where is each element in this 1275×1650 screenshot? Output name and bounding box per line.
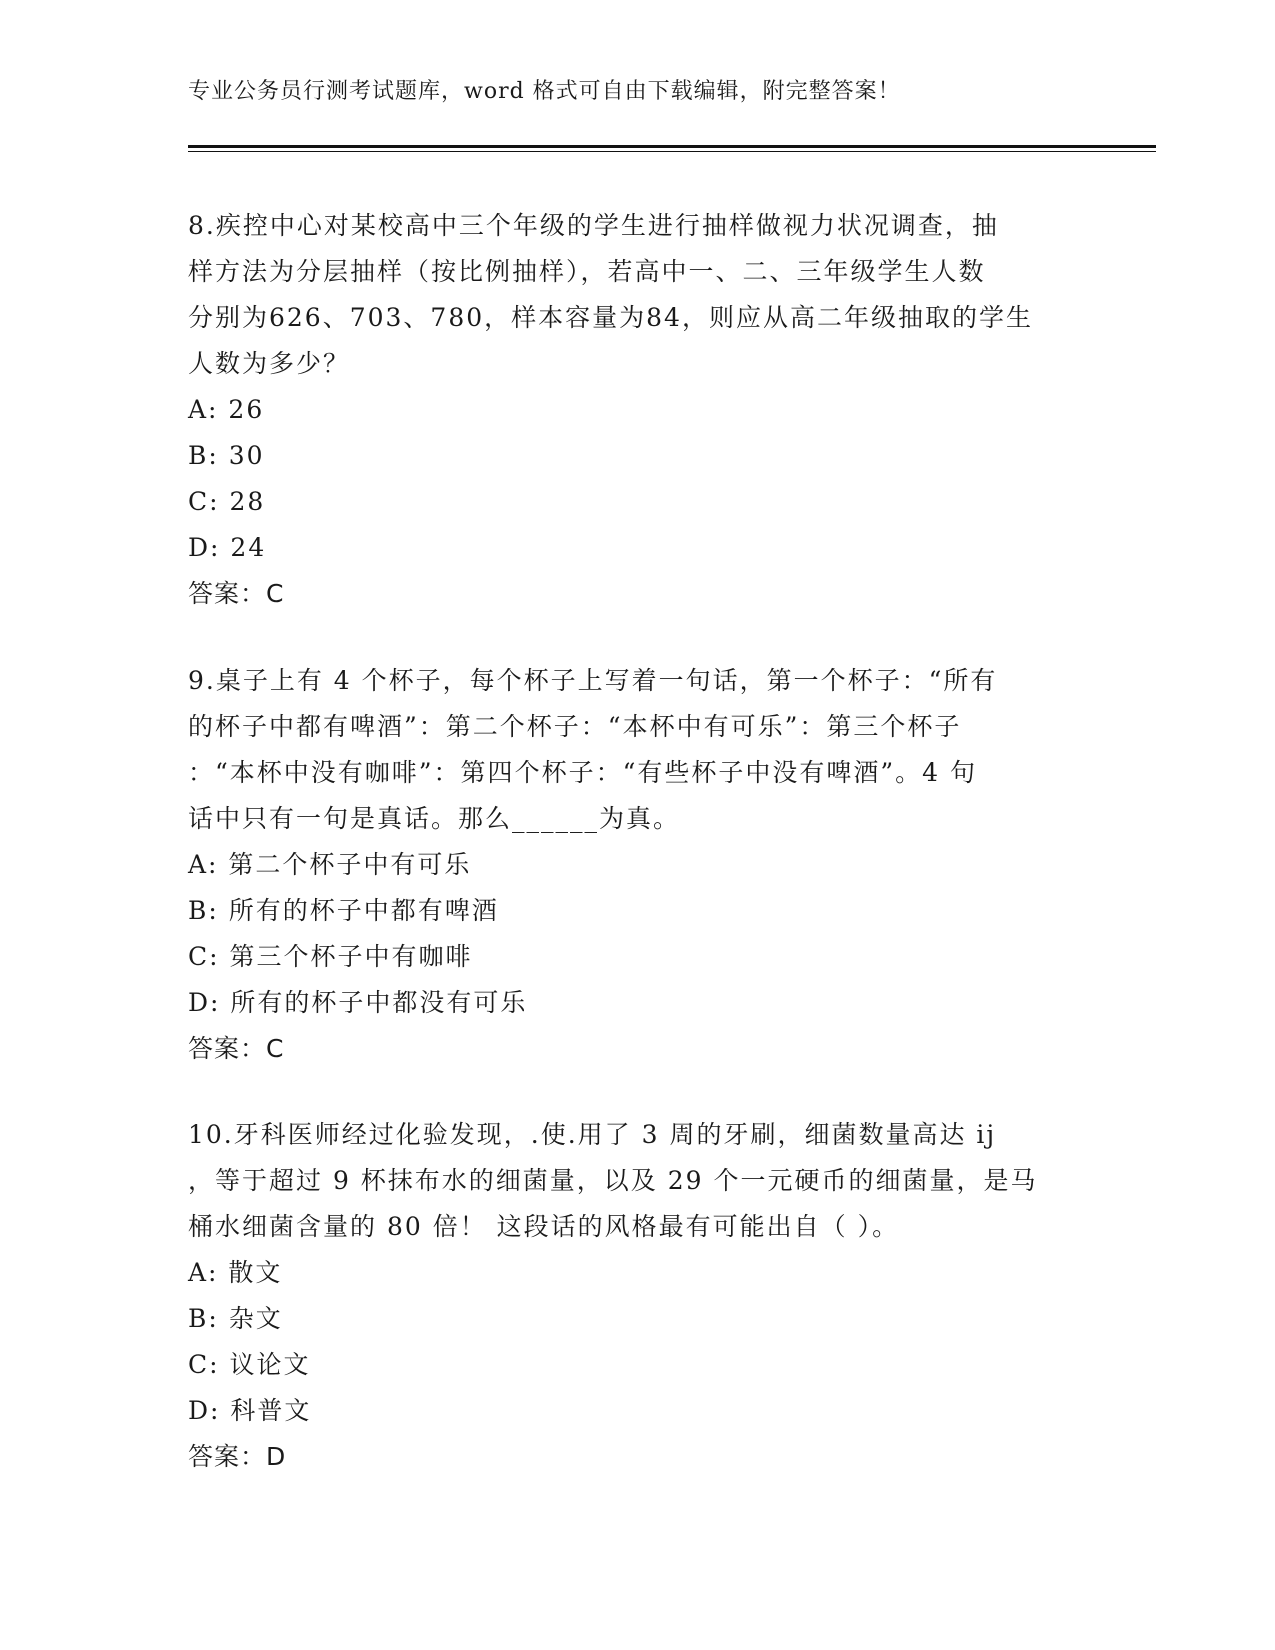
question-8-stem-line-4: 人数为多少？ [188,349,351,378]
question-9 [188,658,1088,1072]
question-10-option-d: D: 科普文 [188,1396,312,1425]
header-divider-thin [188,151,1156,152]
question-8-stem-line-3: 分别为626、703、780，样本容量为84，则应从高二年级抽取的学生 [188,303,1033,332]
question-10-option-b: B: 杂文 [188,1304,283,1333]
question-10-option-c: C: 议论文 [188,1350,311,1379]
question-9-stem-line-1: 9.桌子上有 4 个杯子，每个杯子上写着一句话，第一个杯子：“所有 [188,666,998,695]
question-9-stem-line-2: 的杯子中都有啤酒”：第二个杯子：“本杯中有可乐”：第三个杯子 [188,712,962,741]
question-9-option-b: B: 所有的杯子中都有啤酒 [188,896,499,925]
question-8-option-a: A: 26 [188,395,265,424]
question-8-option-d: D: 24 [188,533,267,562]
question-9-option-a: A: 第二个杯子中有可乐 [188,850,472,879]
question-10-answer: 答案：D [188,1442,287,1471]
question-8-answer: 答案：C [188,579,285,608]
question-8 [188,203,1088,617]
question-8-stem-line-2: 样方法为分层抽样（按比例抽样），若高中一、二、三年级学生人数 [188,257,986,286]
question-10 [188,1112,1088,1480]
question-9-option-d: D: 所有的杯子中都没有可乐 [188,988,528,1017]
header-divider-thick [188,145,1156,148]
question-10-option-a: A: 散文 [188,1258,283,1287]
question-10-stem-line-1: 10.牙科医师经过化验发现，.使.用了 3 周的牙刷，细菌数量高达 ij [188,1120,997,1149]
question-10-stem-line-3: 桶水细菌含量的 80 倍！ 这段话的风格最有可能出自（ ）。 [188,1212,900,1241]
question-9-stem-line-3: ：“本杯中没有咖啡”：第四个杯子：“有些杯子中没有啤酒”。4 句 [188,758,977,787]
question-9-option-c: C: 第三个杯子中有咖啡 [188,942,473,971]
question-10-stem-line-2: ，等于超过 9 杯抹布水的细菌量，以及 29 个一元硬币的细菌量，是马 [188,1166,1038,1195]
question-9-stem-line-4: 话中只有一句是真话。那么______为真。 [188,804,681,833]
page-header: 专业公务员行测考试题库，word 格式可自由下载编辑，附完整答案！ [188,79,901,104]
question-8-stem-line-1: 8.疾控中心对某校高中三个年级的学生进行抽样做视力状况调查，抽 [188,211,999,240]
question-8-option-c: C: 28 [188,487,266,516]
question-8-option-b: B: 30 [188,441,265,470]
question-9-answer: 答案：C [188,1034,285,1063]
